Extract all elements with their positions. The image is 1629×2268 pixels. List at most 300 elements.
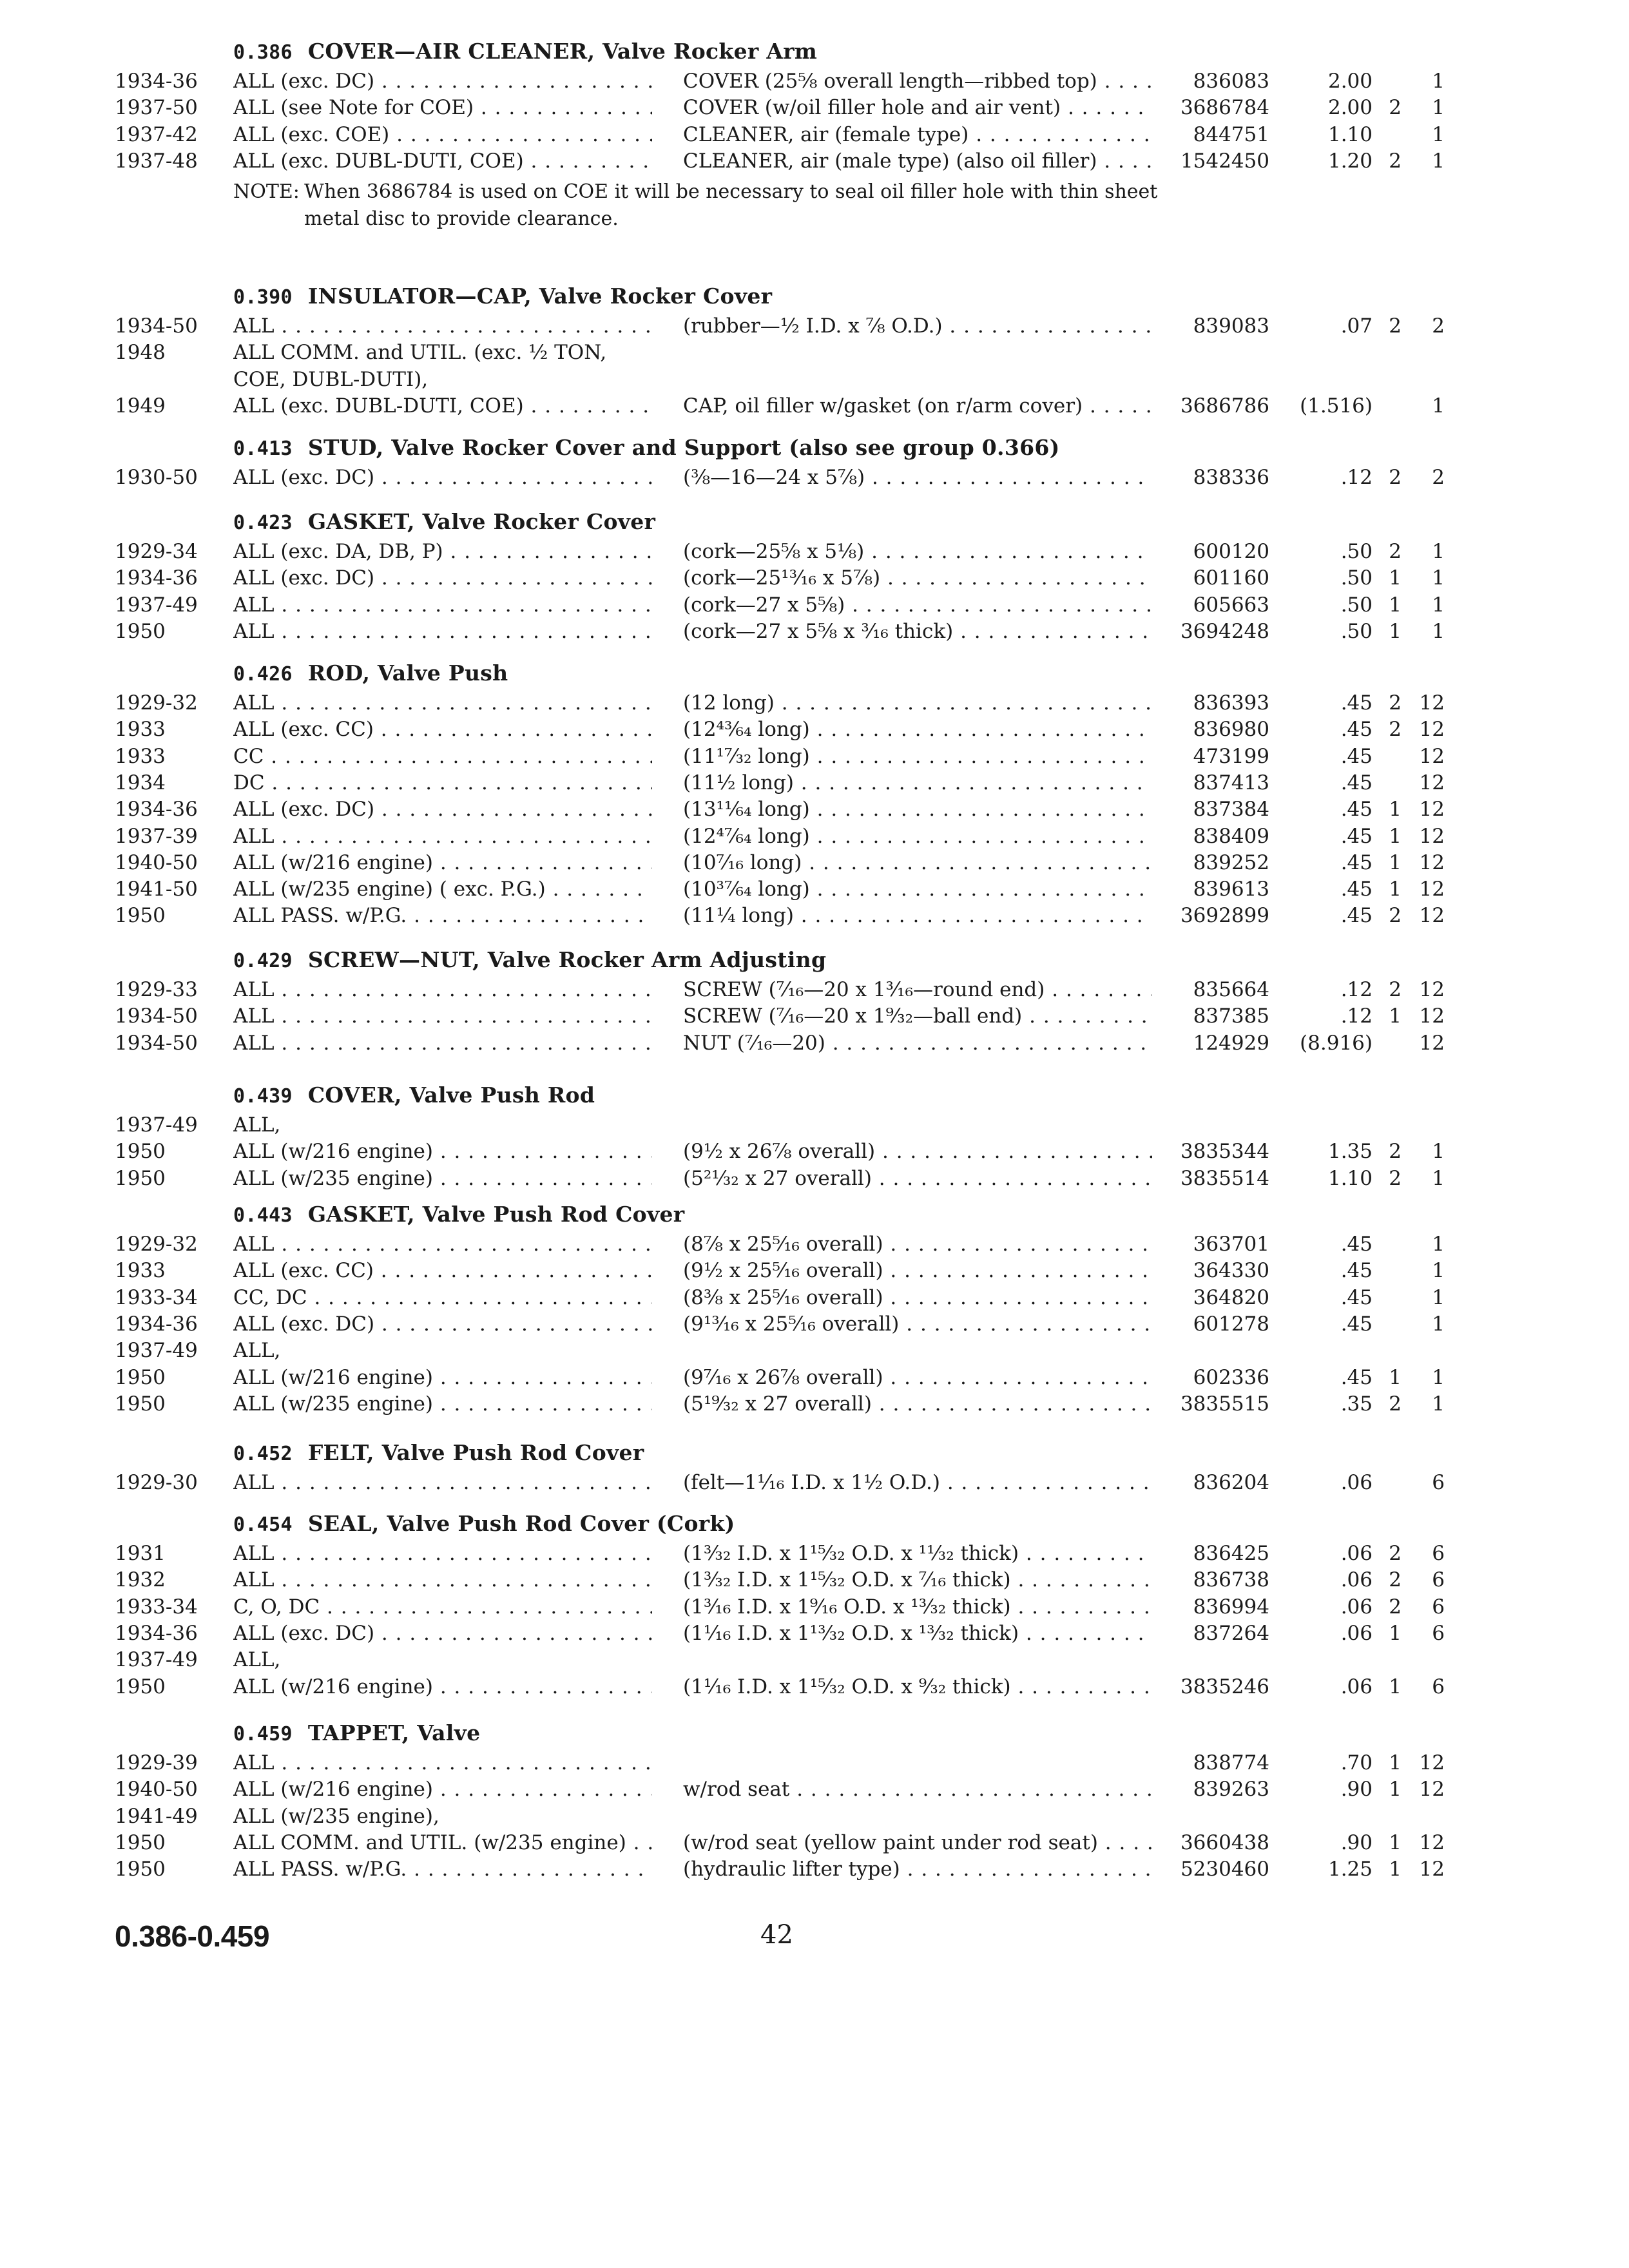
model-year: 1940-50 — [115, 850, 198, 874]
part-number: 837384 — [1193, 798, 1269, 822]
quantity-per-unit: 1 — [1389, 798, 1402, 822]
group-number: 0.443 — [233, 1204, 293, 1227]
list-price: .06 — [1340, 1568, 1373, 1592]
part-description: (5¹⁹⁄₃₂ x 27 overall) . . . — [683, 1391, 1152, 1418]
group-number: 0.439 — [233, 1085, 293, 1108]
model-applicability: ALL (w/216 engine) . . . — [233, 1776, 652, 1803]
model-year: 1950 — [115, 1365, 166, 1389]
part-number: 601160 — [1193, 566, 1269, 590]
quantity-per-package: 1 — [1432, 1259, 1445, 1283]
quantity-per-package: 12 — [1419, 1858, 1445, 1881]
list-price: 1.35 — [1327, 1140, 1373, 1164]
model-applicability: ALL (w/216 engine) . . . — [233, 1139, 652, 1165]
list-price: .45 — [1340, 798, 1373, 822]
parts-row — [0, 1647, 1629, 1673]
model-applicability: ALL . . . — [233, 977, 652, 1003]
quantity-per-unit: 2 — [1389, 1392, 1402, 1416]
model-year: 1929-39 — [115, 1751, 198, 1774]
list-price: 2.00 — [1327, 70, 1373, 93]
model-year: 1933-34 — [115, 1285, 198, 1309]
part-description: (cork—25⅝ x 5⅛) . . . — [683, 539, 1152, 565]
list-price: .50 — [1340, 593, 1373, 617]
quantity-per-package: 1 — [1432, 1392, 1445, 1416]
part-number: 836393 — [1193, 691, 1269, 715]
model-applicability: ALL (exc. DC) . . . — [233, 68, 652, 95]
model-applicability: ALL (w/235 engine) ( exc. P.G.) . . . — [233, 876, 652, 903]
list-price: .45 — [1340, 1233, 1373, 1256]
parts-row — [0, 367, 1629, 393]
part-description: (11¼ long) . . . — [683, 903, 1152, 929]
parts-row — [0, 68, 1629, 95]
part-number: 605663 — [1193, 593, 1269, 617]
quantity-per-unit: 1 — [1389, 1365, 1402, 1389]
part-description: (cork—25¹³⁄₁₆ x 5⅞) . . . — [683, 565, 1152, 591]
model-applicability: ALL . . . — [233, 1750, 652, 1776]
list-price: .45 — [1340, 1285, 1373, 1309]
model-applicability: ALL (exc. DUBL-DUTI, COE) . . . — [233, 393, 652, 419]
model-year: 1932 — [115, 1568, 166, 1592]
part-number: 835664 — [1193, 978, 1269, 1001]
model-applicability: DC . . . — [233, 770, 652, 796]
parts-row — [0, 1594, 1629, 1620]
section-title: GASKET, Valve Push Rod Cover — [307, 1202, 685, 1227]
parts-row — [0, 1391, 1629, 1418]
model-applicability: ALL COMM. and UTIL. (exc. ½ TON, — [233, 341, 607, 365]
section-heading — [233, 947, 826, 974]
quantity-per-unit: 2 — [1389, 314, 1402, 338]
quantity-per-unit: 1 — [1389, 566, 1402, 590]
part-description: (hydraulic lifter type) . . . — [683, 1856, 1152, 1883]
model-year: 1934-36 — [115, 798, 198, 822]
quantity-per-package: 12 — [1419, 691, 1445, 715]
quantity-per-unit: 1 — [1389, 593, 1402, 617]
model-year: 1950 — [115, 904, 166, 928]
part-number: 363701 — [1193, 1233, 1269, 1256]
model-applicability: ALL (exc. DUBL-DUTI, COE) . . . — [233, 148, 652, 175]
part-number: 1542450 — [1180, 149, 1269, 173]
model-year: 1937-49 — [115, 1113, 198, 1137]
part-description: (1³⁄₁₆ I.D. x 1⁹⁄₁₆ O.D. x ¹³⁄₃₂ thick) . . . — [683, 1594, 1152, 1620]
quantity-per-package: 1 — [1432, 394, 1445, 418]
quantity-per-package: 12 — [1419, 718, 1445, 742]
quantity-per-package: 6 — [1432, 1675, 1445, 1698]
part-description: (12⁴³⁄₆₄ long) . . . — [683, 716, 1152, 743]
model-year: 1950 — [115, 1858, 166, 1881]
list-price: .90 — [1340, 1778, 1373, 1802]
model-applicability: ALL . . . — [233, 619, 652, 645]
quantity-per-package: 6 — [1432, 1568, 1445, 1592]
part-number: 837385 — [1193, 1004, 1269, 1028]
model-year: 1933 — [115, 718, 166, 742]
model-applicability: ALL (exc. CC) . . . — [233, 716, 652, 743]
model-applicability: ALL . . . — [233, 1003, 652, 1030]
part-number: 3835344 — [1180, 1140, 1269, 1164]
parts-row — [0, 1231, 1629, 1258]
parts-row — [0, 1830, 1629, 1856]
parts-row — [0, 1311, 1629, 1338]
parts-row — [0, 1112, 1629, 1139]
model-applicability: ALL . . . — [233, 1231, 652, 1258]
part-number: 602336 — [1193, 1365, 1269, 1389]
model-year: 1931 — [115, 1542, 166, 1565]
list-price: .12 — [1340, 1004, 1373, 1028]
model-applicability: ALL COMM. and UTIL. (w/235 engine) . . . — [233, 1830, 652, 1856]
list-price: .45 — [1340, 1312, 1373, 1336]
model-applicability: COE, DUBL-DUTI), — [233, 367, 429, 391]
part-description: (12⁴⁷⁄₆₄ long) . . . — [683, 823, 1152, 850]
quantity-per-unit: 2 — [1389, 904, 1402, 928]
part-number: 364820 — [1193, 1285, 1269, 1309]
model-applicability: CC . . . — [233, 744, 652, 770]
model-year: 1934-36 — [115, 70, 198, 93]
quantity-per-package: 1 — [1432, 1365, 1445, 1389]
quantity-per-unit: 1 — [1389, 1778, 1402, 1802]
part-number: 3660438 — [1180, 1831, 1269, 1854]
parts-row — [0, 393, 1629, 419]
part-description: (8⅞ x 25⁵⁄₁₆ overall) . . . — [683, 1231, 1152, 1258]
section-heading — [233, 284, 772, 311]
model-year: 1933 — [115, 1259, 166, 1283]
model-year: 1929-32 — [115, 691, 198, 715]
section-heading — [233, 435, 1060, 462]
list-price: .50 — [1340, 619, 1373, 643]
parts-row — [0, 592, 1629, 619]
list-price: .50 — [1340, 540, 1373, 563]
model-applicability: ALL, — [233, 1648, 281, 1672]
part-description: SCREW (⁷⁄₁₆—20 x 1⁹⁄₃₂—ball end) . . . — [683, 1003, 1152, 1030]
model-applicability: ALL . . . — [233, 690, 652, 716]
model-year: 1937-49 — [115, 593, 198, 617]
section-heading — [233, 660, 508, 687]
parts-row — [0, 1258, 1629, 1284]
quantity-per-unit: 1 — [1389, 824, 1402, 848]
quantity-per-unit: 2 — [1389, 1542, 1402, 1565]
part-description: (9½ x 26⅞ overall) . . . — [683, 1139, 1152, 1165]
quantity-per-unit: 2 — [1389, 691, 1402, 715]
model-year: 1937-42 — [115, 122, 198, 146]
parts-row — [0, 619, 1629, 645]
part-description: SCREW (⁷⁄₁₆—20 x 1³⁄₁₆—round end) . . . — [683, 977, 1152, 1003]
part-number: 3686784 — [1180, 96, 1269, 120]
quantity-per-package: 6 — [1432, 1595, 1445, 1619]
part-description: (1³⁄₃₂ I.D. x 1¹⁵⁄₃₂ O.D. x ¹¹⁄₃₂ thick) . . . — [683, 1541, 1152, 1567]
part-number: 836425 — [1193, 1542, 1269, 1565]
part-number: 3835514 — [1180, 1166, 1269, 1190]
parts-row — [0, 903, 1629, 929]
part-number: 3692899 — [1180, 904, 1269, 928]
list-price: 1.10 — [1327, 122, 1373, 146]
section-title: GASKET, Valve Rocker Cover — [307, 509, 656, 534]
quantity-per-package: 12 — [1419, 1778, 1445, 1802]
quantity-per-package: 12 — [1419, 1004, 1445, 1028]
part-number: 839613 — [1193, 878, 1269, 901]
model-year: 1949 — [115, 394, 166, 418]
list-price: .45 — [1340, 744, 1373, 768]
list-price: .50 — [1340, 566, 1373, 590]
section-title: ROD, Valve Push — [307, 660, 508, 686]
list-price: 2.00 — [1327, 96, 1373, 120]
quantity-per-unit: 1 — [1389, 1751, 1402, 1774]
list-price: .06 — [1340, 1542, 1373, 1565]
part-number: 364330 — [1193, 1259, 1269, 1283]
model-applicability: ALL (w/235 engine) . . . — [233, 1391, 652, 1418]
section-title: INSULATOR—CAP, Valve Rocker Cover — [307, 284, 773, 309]
parts-row — [0, 539, 1629, 565]
model-applicability: ALL . . . — [233, 1541, 652, 1567]
parts-row — [0, 1365, 1629, 1391]
quantity-per-package: 12 — [1419, 824, 1445, 848]
model-applicability: ALL . . . — [233, 1030, 652, 1057]
model-applicability: ALL (see Note for COE) . . . — [233, 95, 652, 121]
model-year: 1950 — [115, 1675, 166, 1698]
model-applicability: ALL . . . — [233, 1567, 652, 1593]
part-number: 601278 — [1193, 1312, 1269, 1336]
part-description: (cork—27 x 5⅝) . . . — [683, 592, 1152, 619]
list-price: .12 — [1340, 978, 1373, 1001]
quantity-per-package: 1 — [1432, 1312, 1445, 1336]
parts-row — [0, 1750, 1629, 1776]
parts-row — [0, 876, 1629, 903]
parts-row — [0, 770, 1629, 796]
part-number: 837264 — [1193, 1621, 1269, 1645]
parts-row — [0, 716, 1629, 743]
part-number: 839263 — [1193, 1778, 1269, 1802]
model-applicability: ALL (exc. DC) . . . — [233, 1620, 652, 1647]
model-year: 1941-49 — [115, 1804, 198, 1828]
part-number: 836994 — [1193, 1595, 1269, 1619]
quantity-per-unit: 2 — [1389, 1595, 1402, 1619]
quantity-per-package: 12 — [1419, 1831, 1445, 1854]
parts-row — [0, 340, 1629, 366]
model-applicability: ALL (exc. DC) . . . — [233, 1311, 652, 1338]
part-description: (11¹⁷⁄₃₂ long) . . . — [683, 744, 1152, 770]
model-applicability: ALL PASS. w/P.G. . . . — [233, 1856, 652, 1883]
parts-row — [0, 1166, 1629, 1192]
model-year: 1937-49 — [115, 1339, 198, 1363]
list-price: 1.10 — [1327, 1166, 1373, 1190]
part-description: (rubber—½ I.D. x ⅞ O.D.) . . . — [683, 313, 1152, 340]
parts-row — [0, 1620, 1629, 1647]
list-price: .70 — [1340, 1751, 1373, 1774]
section-title: SEAL, Valve Push Rod Cover (Cork) — [307, 1511, 735, 1536]
part-description: (10⁷⁄₁₆ long) . . . — [683, 850, 1152, 876]
quantity-per-package: 1 — [1432, 1166, 1445, 1190]
model-applicability: ALL (w/235 engine), — [233, 1804, 439, 1828]
part-description: (9¹³⁄₁₆ x 25⁵⁄₁₆ overall) . . . — [683, 1311, 1152, 1338]
model-year: 1948 — [115, 341, 166, 365]
list-price: .90 — [1340, 1831, 1373, 1854]
model-year: 1937-48 — [115, 149, 198, 173]
part-number: 838409 — [1193, 824, 1269, 848]
quantity-per-unit: 1 — [1389, 619, 1402, 643]
group-number: 0.459 — [233, 1723, 293, 1745]
part-number: 836083 — [1193, 70, 1269, 93]
part-description: (1³⁄₃₂ I.D. x 1¹⁵⁄₃₂ O.D. x ⁷⁄₁₆ thick) . . . — [683, 1567, 1152, 1593]
list-price: .07 — [1340, 314, 1373, 338]
parts-row — [0, 1856, 1629, 1883]
model-year: 1937-39 — [115, 824, 198, 848]
model-applicability: ALL . . . — [233, 823, 652, 850]
group-number: 0.390 — [233, 286, 293, 309]
list-price: .45 — [1340, 1259, 1373, 1283]
quantity-per-unit: 2 — [1389, 149, 1402, 173]
model-applicability: ALL . . . — [233, 313, 652, 340]
part-number: 836204 — [1193, 1471, 1269, 1494]
section-heading — [233, 1440, 644, 1467]
part-description: (⅜—16—24 x 5⅞) . . . — [683, 465, 1152, 491]
parts-row — [0, 1139, 1629, 1165]
list-price: 1.25 — [1327, 1858, 1373, 1881]
list-price: (8.916) — [1300, 1031, 1373, 1055]
part-description: COVER (25⅝ overall length—ribbed top) . . . — [683, 68, 1152, 95]
part-description: (9⁷⁄₁₆ x 26⅞ overall) . . . — [683, 1365, 1152, 1391]
part-description: (w/rod seat (yellow paint under rod seat) . . . — [683, 1830, 1152, 1856]
model-applicability: ALL PASS. w/P.G. . . . — [233, 903, 652, 929]
model-year: 1929-30 — [115, 1471, 198, 1494]
quantity-per-unit: 2 — [1389, 978, 1402, 1001]
group-number: 0.454 — [233, 1514, 293, 1536]
list-price: .12 — [1340, 466, 1373, 489]
quantity-per-unit: 1 — [1389, 1004, 1402, 1028]
part-number: 473199 — [1193, 744, 1269, 768]
parts-row — [0, 1541, 1629, 1567]
list-price: .45 — [1340, 718, 1373, 742]
section-title: COVER—AIR CLEANER, Valve Rocker Arm — [307, 39, 818, 64]
parts-row — [0, 1567, 1629, 1593]
parts-row — [0, 1803, 1629, 1830]
part-number: 837413 — [1193, 771, 1269, 794]
part-number: 5230460 — [1180, 1858, 1269, 1881]
part-number: 124929 — [1193, 1031, 1269, 1055]
list-price: .45 — [1340, 904, 1373, 928]
quantity-per-package: 1 — [1432, 96, 1445, 120]
quantity-per-unit: 2 — [1389, 718, 1402, 742]
part-number: 3686786 — [1180, 394, 1269, 418]
model-applicability: ALL (w/216 engine) . . . — [233, 1365, 652, 1391]
model-applicability: ALL . . . — [233, 592, 652, 619]
group-number: 0.423 — [233, 512, 293, 534]
group-number: 0.413 — [233, 437, 293, 460]
part-number: 600120 — [1193, 540, 1269, 563]
part-description: (13¹¹⁄₆₄ long) . . . — [683, 796, 1152, 823]
quantity-per-package: 1 — [1432, 149, 1445, 173]
quantity-per-unit: 2 — [1389, 466, 1402, 489]
list-price: (1.516) — [1300, 394, 1373, 418]
part-description: NUT (⁷⁄₁₆—20) . . . — [683, 1030, 1152, 1057]
quantity-per-unit: 1 — [1389, 1621, 1402, 1645]
quantity-per-package: 1 — [1432, 1140, 1445, 1164]
part-number: 836980 — [1193, 718, 1269, 742]
parts-row — [0, 1674, 1629, 1700]
list-price: .45 — [1340, 850, 1373, 874]
part-number: 838774 — [1193, 1751, 1269, 1774]
quantity-per-package: 1 — [1432, 619, 1445, 643]
quantity-per-unit: 1 — [1389, 850, 1402, 874]
list-price: .45 — [1340, 1365, 1373, 1389]
part-description: (10³⁷⁄₆₄ long) . . . — [683, 876, 1152, 903]
section-heading — [233, 1720, 480, 1747]
quantity-per-unit: 2 — [1389, 540, 1402, 563]
part-description: (felt—1¹⁄₁₆ I.D. x 1½ O.D.) . . . — [683, 1470, 1152, 1496]
quantity-per-package: 12 — [1419, 771, 1445, 794]
section-title: SCREW—NUT, Valve Rocker Arm Adjusting — [307, 947, 827, 972]
section-title: TAPPET, Valve — [307, 1720, 481, 1745]
parts-row — [0, 465, 1629, 491]
part-description: COVER (w/oil filler hole and air vent) . . . — [683, 95, 1152, 121]
parts-row — [0, 850, 1629, 876]
note-label: NOTE: — [233, 180, 300, 204]
section-title: FELT, Valve Push Rod Cover — [307, 1440, 644, 1465]
list-price: .45 — [1340, 771, 1373, 794]
quantity-per-unit: 2 — [1389, 96, 1402, 120]
list-price: .45 — [1340, 878, 1373, 901]
model-year: 1934-36 — [115, 1312, 198, 1336]
model-applicability: ALL, — [233, 1339, 281, 1363]
part-description: (9½ x 25⁵⁄₁₆ overall) . . . — [683, 1258, 1152, 1284]
parts-row — [0, 95, 1629, 121]
model-applicability: ALL (exc. DC) . . . — [233, 465, 652, 491]
model-applicability: C, O, DC . . . — [233, 1594, 652, 1620]
part-number: 844751 — [1193, 122, 1269, 146]
quantity-per-package: 12 — [1419, 744, 1445, 768]
model-year: 1937-49 — [115, 1648, 198, 1672]
model-year: 1930-50 — [115, 466, 198, 489]
section-heading — [233, 1202, 684, 1229]
model-applicability: ALL (exc. COE) . . . — [233, 122, 652, 148]
model-year: 1950 — [115, 619, 166, 643]
model-year: 1950 — [115, 1140, 166, 1164]
quantity-per-package: 12 — [1419, 1031, 1445, 1055]
group-range-footer: 0.386-0.459 — [115, 1919, 270, 1953]
group-number: 0.452 — [233, 1443, 293, 1465]
section-heading — [233, 1511, 735, 1538]
quantity-per-unit: 2 — [1389, 1140, 1402, 1164]
quantity-per-package: 12 — [1419, 878, 1445, 901]
parts-row — [0, 1776, 1629, 1803]
parts-row — [0, 1030, 1629, 1057]
page-number: 42 — [760, 1920, 793, 1950]
note-text: When 3686784 is used on COE it will be necessary to seal oil filler hole with thin sheet metal disc to provide clearance. — [304, 180, 1158, 231]
quantity-per-package: 2 — [1432, 466, 1445, 489]
model-year: 1934-36 — [115, 566, 198, 590]
model-applicability: ALL (exc. DC) . . . — [233, 565, 652, 591]
model-year: 1934-36 — [115, 1621, 198, 1645]
list-price: .45 — [1340, 691, 1373, 715]
part-number: 3694248 — [1180, 619, 1269, 643]
model-applicability: ALL (w/216 engine) . . . — [233, 1674, 652, 1700]
list-price: .35 — [1340, 1392, 1373, 1416]
section-heading — [233, 39, 817, 66]
model-applicability: ALL (exc. DA, DB, P) . . . — [233, 539, 652, 565]
part-number: 3835515 — [1180, 1392, 1269, 1416]
quantity-per-package: 12 — [1419, 978, 1445, 1001]
quantity-per-package: 1 — [1432, 122, 1445, 146]
quantity-per-package: 12 — [1419, 798, 1445, 822]
part-number: 838336 — [1193, 466, 1269, 489]
section-heading — [233, 1082, 595, 1110]
list-price: 1.20 — [1327, 149, 1373, 173]
model-year: 1934-50 — [115, 1031, 198, 1055]
part-description: CAP, oil filler w/gasket (on r/arm cover) . . . — [683, 393, 1152, 419]
quantity-per-package: 12 — [1419, 850, 1445, 874]
quantity-per-package: 12 — [1419, 904, 1445, 928]
part-description: w/rod seat . . . — [683, 1776, 1152, 1803]
quantity-per-package: 6 — [1432, 1471, 1445, 1494]
parts-row — [0, 1285, 1629, 1311]
parts-row — [0, 690, 1629, 716]
model-year: 1934 — [115, 771, 166, 794]
section-title: COVER, Valve Push Rod — [307, 1082, 595, 1108]
